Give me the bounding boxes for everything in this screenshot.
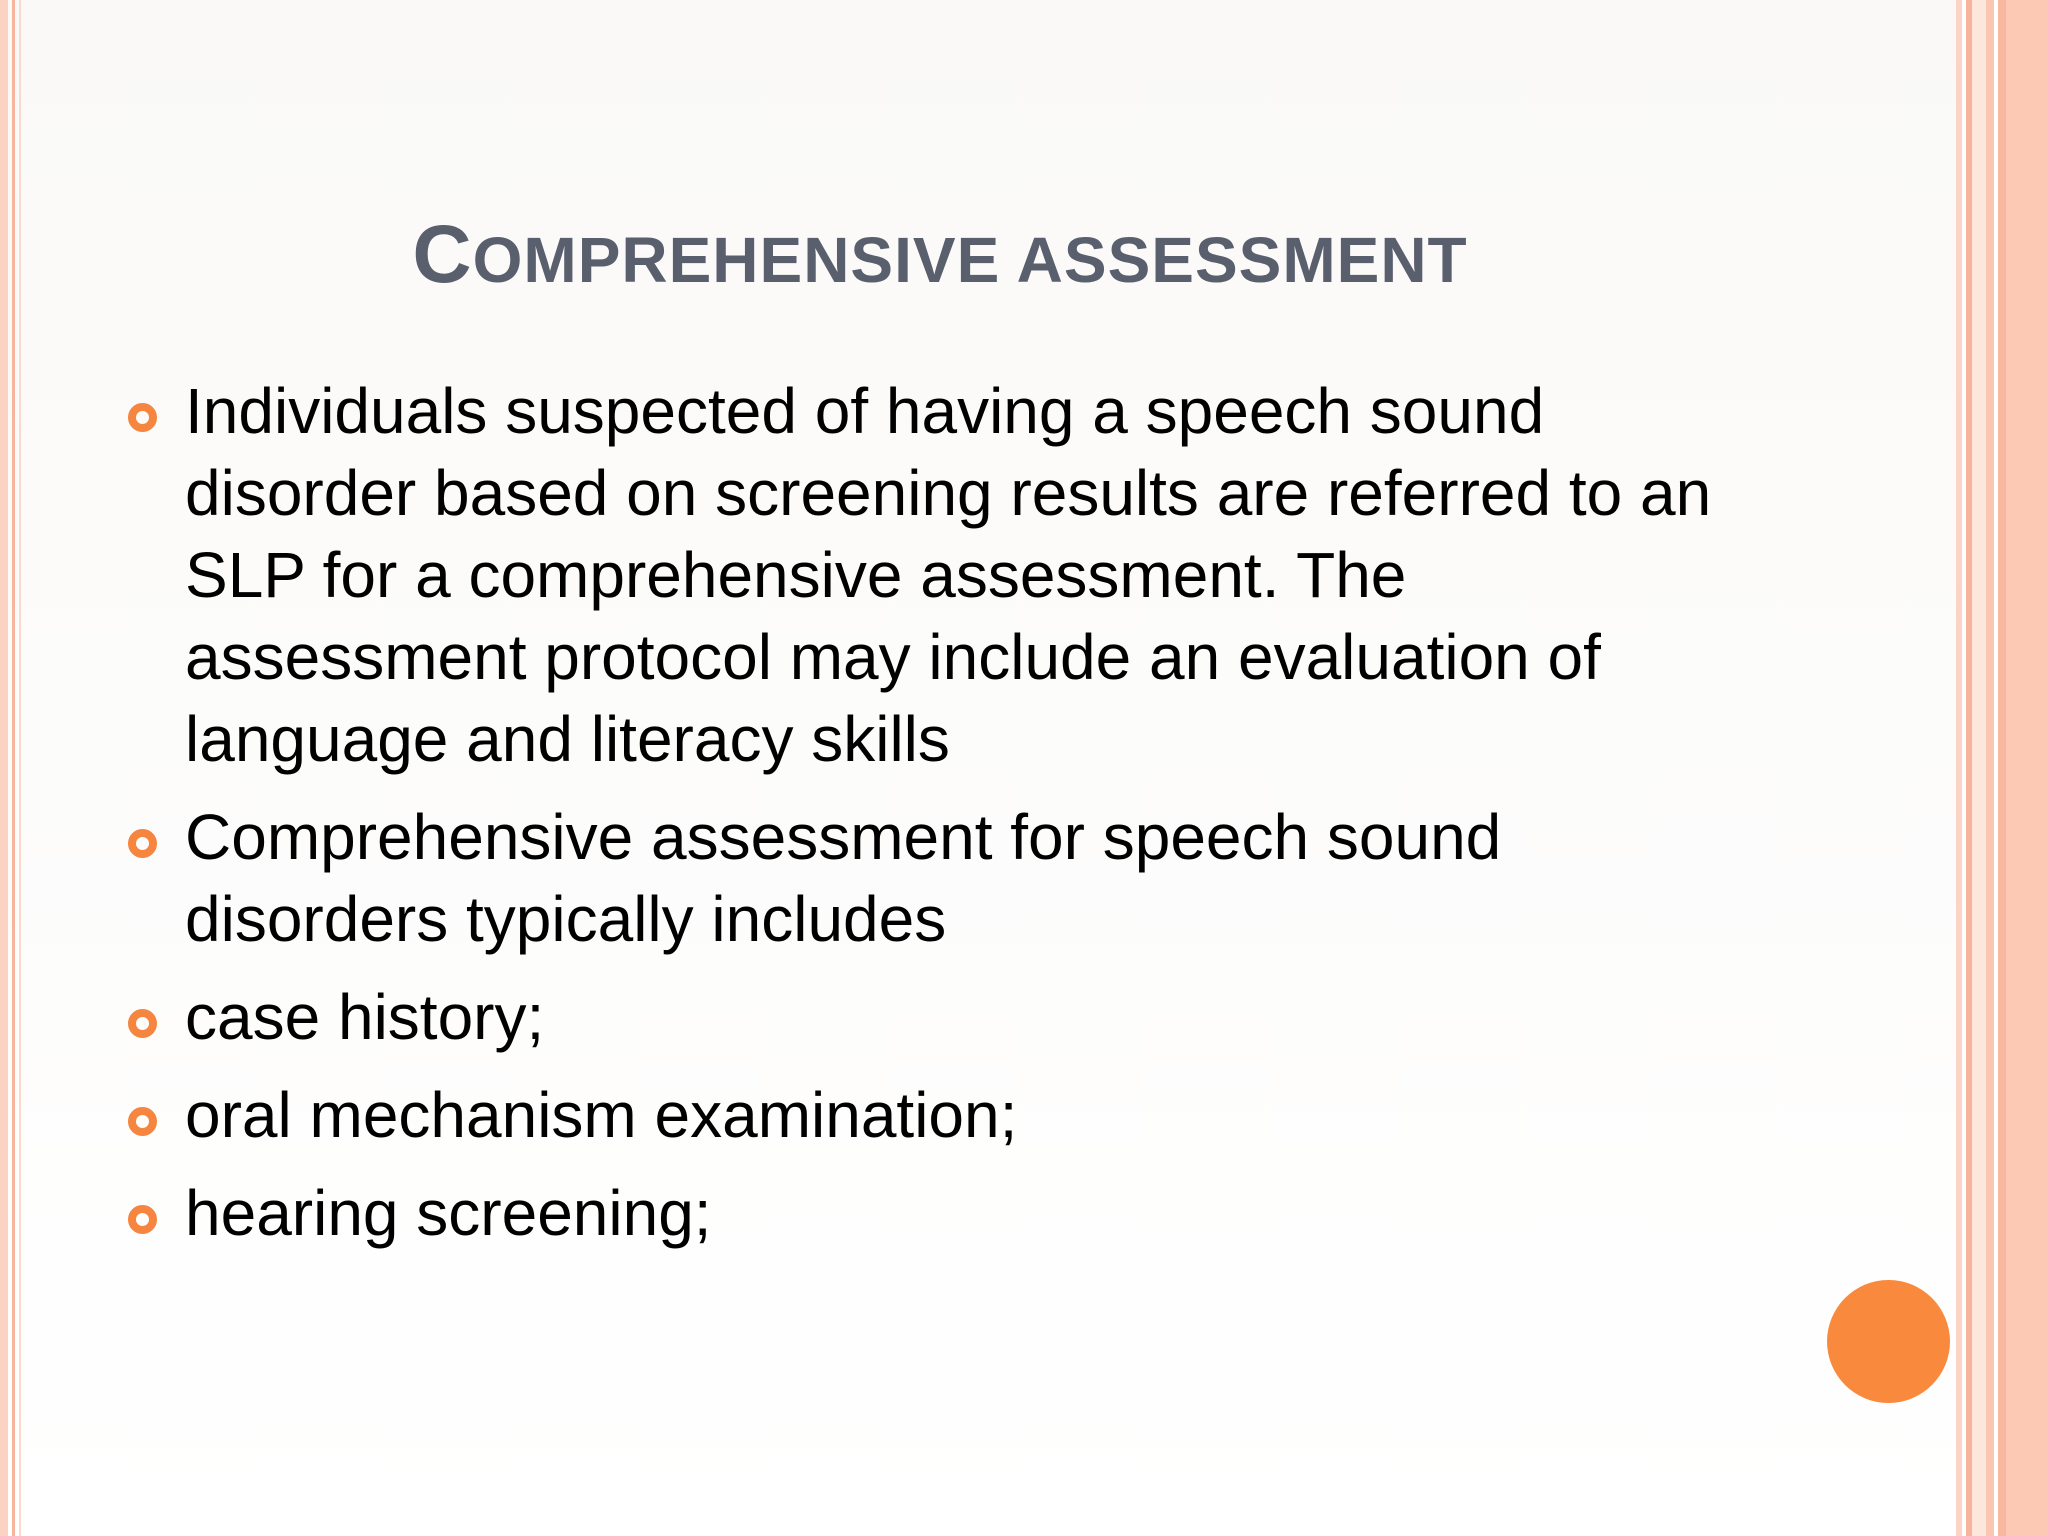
right-stripe [2006, 0, 2048, 1536]
slide-title-initial: C [412, 209, 473, 300]
bullet-text: oral mechanism examination; [185, 1079, 1018, 1151]
right-stripe [1986, 0, 1994, 1536]
bullet-text: Individuals suspected of having a speech sound disorder based on screening results are referred to an SLP for a comprehensive assessment. The assessment protocol may include an evaluation of language and literacy skills [185, 375, 1712, 775]
bullet-item [124, 370, 1744, 780]
slide-title-rest: OMPREHENSIVE ASSESSMENT [472, 224, 1468, 296]
bullet-list [124, 370, 1744, 1270]
decorative-orange-circle [1827, 1280, 1950, 1403]
circle-bullet-icon [128, 1107, 157, 1136]
circle-bullet-icon [128, 1009, 157, 1038]
bullet-item [124, 1172, 1744, 1254]
bullet-item [124, 796, 1744, 960]
bullet-item [124, 976, 1744, 1058]
right-stripe [1998, 0, 2006, 1536]
bullet-text: Comprehensive assessment for speech sound disorders typically includes [185, 801, 1502, 955]
slide-title [0, 208, 1880, 302]
bullet-text: hearing screening; [185, 1177, 712, 1249]
circle-bullet-icon [128, 1205, 157, 1234]
right-border-stripes [1956, 0, 2048, 1536]
circle-bullet-icon [128, 829, 157, 858]
bullet-item [124, 1074, 1744, 1156]
circle-bullet-icon [128, 403, 157, 432]
bullet-text: case history; [185, 981, 545, 1053]
right-stripe [1972, 0, 1986, 1536]
